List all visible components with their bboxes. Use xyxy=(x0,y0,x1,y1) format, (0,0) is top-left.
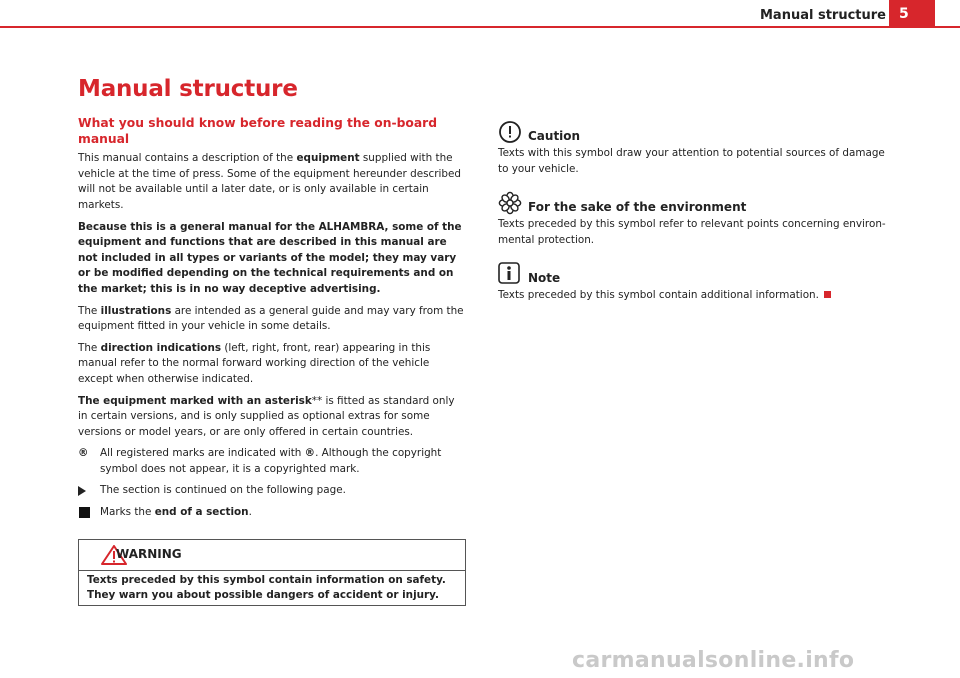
note-text xyxy=(498,288,888,304)
continued-row xyxy=(78,483,466,499)
text: . xyxy=(248,506,252,519)
caution-section xyxy=(498,120,888,177)
left-column xyxy=(78,116,466,606)
page-header xyxy=(0,0,960,28)
text-bold: equipment xyxy=(296,152,360,165)
environment-title: For the sake of the environment xyxy=(528,200,747,215)
text: The xyxy=(78,304,101,317)
caution-title: Caution xyxy=(528,129,581,143)
header-rule xyxy=(0,26,960,28)
caution-circle-icon xyxy=(498,120,522,144)
environment-header xyxy=(498,191,888,217)
section-heading: What you should know before reading the on-board manual xyxy=(78,116,438,146)
text: . Although the copyright symbol does not appear, it is a copyrighted mark. xyxy=(100,447,442,475)
text: The section is continued on the following page. xyxy=(100,484,346,497)
text: This manual contains a description of the xyxy=(78,152,297,165)
text-bold: illustrations xyxy=(100,304,172,317)
text: Texts preceded by this symbol contain additional information. xyxy=(498,289,819,302)
text: (left, right, front, rear) appearing in this manual refer to the normal forward working direction of the vehicle except when otherwise indicated. xyxy=(78,341,431,385)
environment-section xyxy=(498,191,888,248)
text-bold: end of a section xyxy=(154,506,249,519)
note-section xyxy=(498,262,888,304)
text: Marks the xyxy=(100,506,155,519)
header-title: Manual structure xyxy=(760,8,886,23)
paragraph-illustrations xyxy=(78,304,466,335)
page-number: 5 xyxy=(889,0,935,28)
paragraph-equipment xyxy=(78,151,466,213)
registered-icon: ® xyxy=(78,447,89,460)
caution-header xyxy=(498,120,888,146)
end-square-icon xyxy=(79,507,90,518)
caution-text: Texts with this symbol draw your attention to potential sources of damage to your vehicle. xyxy=(498,147,885,175)
warning-box xyxy=(78,539,466,606)
text: are intended as a general guide and may vary from the equipment fitted in your vehicle in some details. xyxy=(78,304,464,333)
warning-title: WARNING xyxy=(116,546,182,561)
warning-text: Texts preceded by this symbol contain information on safety. They warn you about possible dangers of accident or injury. xyxy=(87,573,446,602)
arrow-right-icon xyxy=(78,486,86,496)
registered-symbol: ® xyxy=(304,447,316,460)
end-of-section-red-icon xyxy=(824,291,831,298)
info-icon xyxy=(498,262,520,284)
paragraph-asterisk xyxy=(78,394,466,441)
text-bold: The equipment marked with an asterisk xyxy=(78,394,312,407)
note-title: Note xyxy=(528,271,561,286)
text: All registered marks are indicated with xyxy=(100,447,305,460)
text: The xyxy=(78,341,101,354)
right-column xyxy=(498,120,888,318)
flower-icon xyxy=(498,191,522,215)
watermark: carmanualsonline.info xyxy=(572,648,855,673)
text: supplied with the vehicle at the time of press. Some of the equipment hereunder described will not be available until a later date, or is only available in certain markets. xyxy=(78,152,461,211)
paragraph-directions xyxy=(78,341,466,388)
note-header xyxy=(498,262,888,288)
registered-mark-row xyxy=(78,446,466,477)
environment-text: Texts preceded by this symbol refer to relevant points concerning environmental protection. xyxy=(498,218,886,246)
end-of-section-row xyxy=(78,505,466,521)
text-bold: direction indications xyxy=(100,341,222,354)
page-title: Manual structure xyxy=(78,76,298,102)
warning-header xyxy=(79,540,465,571)
paragraph-general-manual: Because this is a general manual for the ALHAMBRA, some of the equipment and functions that are described in this manual are not included in all types or variants of the model; they may vary or be modified depending on the technical requirements and on the market; this is in no way deceptive advertising. xyxy=(78,220,462,295)
text: ** is fitted as standard only in certain versions, and is only supplied as optional extras for some versions or model years, or are only offered in certain countries. xyxy=(78,394,455,438)
